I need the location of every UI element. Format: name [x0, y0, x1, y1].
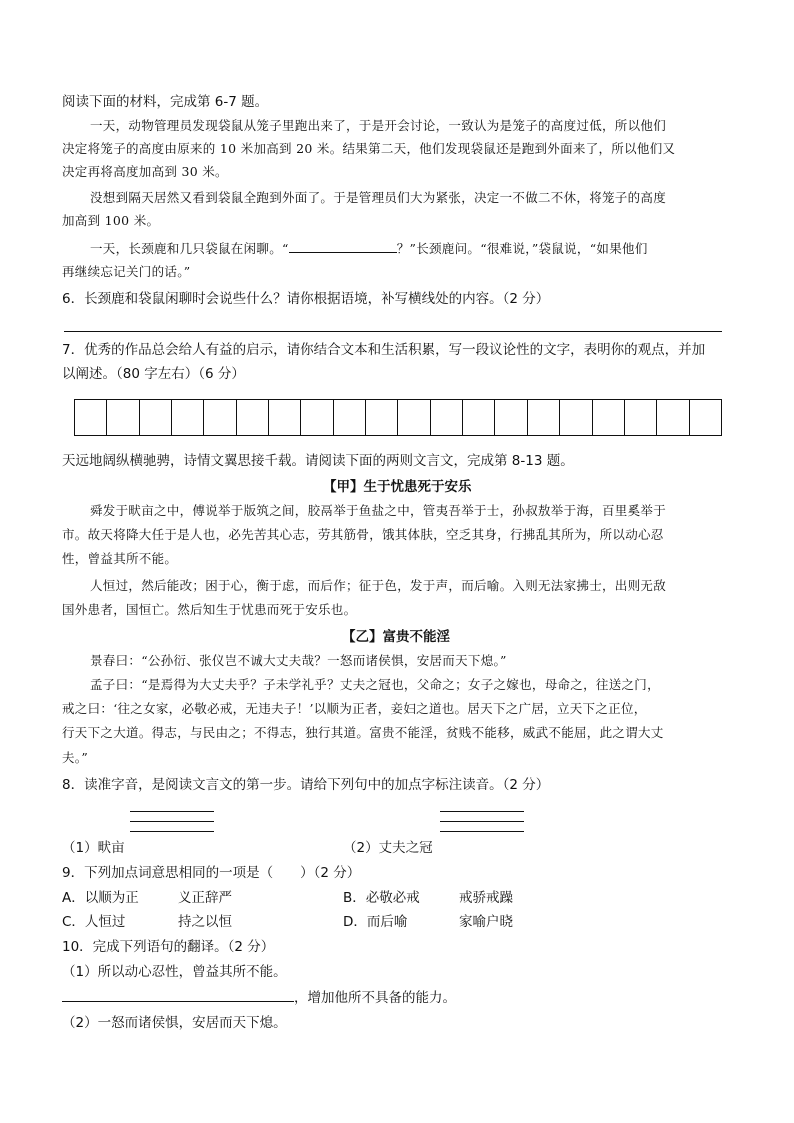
question-7-cont: 以阐述。（80 字左右）（6 分） — [62, 366, 245, 382]
passage-yi-line: 戒之曰：‘往之女家，必敬必戒，无违夫子！’以顺为正者，妾妇之道也。居天下之广居，立天下之正位， — [62, 701, 647, 716]
question-10: 10．完成下列语句的翻译。（2 分） — [62, 939, 275, 955]
question-6: 6．长颈鹿和袋鼠闲聊时会说些什么？请你根据语境，补写横线处的内容。（2 分） — [62, 291, 550, 307]
story-text: ？”长颈鹿问。“很难说，”袋鼠说，“如果他们 — [396, 241, 648, 256]
option-b-pair: 戒骄戒躁 — [459, 890, 513, 906]
passage-yi-line: 夫。” — [62, 750, 89, 765]
option-b[interactable]: B．必敬必戒 — [343, 890, 420, 906]
grid-cell[interactable] — [690, 400, 721, 435]
story-line: 加高到 100 米。 — [62, 213, 160, 228]
option-a[interactable]: A．以顺为正 — [62, 890, 139, 906]
option-a-pair: 义正辞严 — [178, 890, 232, 906]
grid-cell[interactable] — [593, 400, 625, 435]
grid-cell[interactable] — [431, 400, 463, 435]
q8-item-1: （1）畎亩 — [62, 840, 125, 856]
story-line: 决定将笼子的高度由原来的 10 米加高到 20 米。结果第二天，他们发现袋鼠还是跑到外面来了，所以他们又 — [62, 141, 676, 156]
question-8: 8．读准字音，是阅读文言文的第一步。请给下列句中的加点字标注读音。（2 分） — [62, 777, 550, 793]
option-c-pair: 持之以恒 — [178, 914, 232, 930]
fill-blank[interactable] — [289, 238, 397, 253]
passage-jia-line: 舜发于畎亩之中，傅说举于版筑之间，胶鬲举于鱼盐之中，管夷吾举于士，孙叔敖举于海，百里奚举于 — [90, 503, 667, 518]
option-c[interactable]: C．人恒过 — [62, 914, 126, 930]
story-line-with-blank — [90, 238, 648, 259]
q10-answer-line — [62, 987, 456, 1008]
grid-cell[interactable] — [204, 400, 236, 435]
grid-cell[interactable] — [107, 400, 139, 435]
grid-cell[interactable] — [75, 400, 107, 435]
passage-jia-line: 性，曾益其所不能。 — [62, 551, 178, 566]
grid-cell[interactable] — [140, 400, 172, 435]
grid-cell[interactable] — [495, 400, 527, 435]
grid-cell[interactable] — [334, 400, 366, 435]
question-9: 9．下列加点词意思相同的一项是（ ）（2 分） — [62, 865, 361, 881]
option-d-pair: 家喻户晓 — [459, 914, 513, 930]
question-7: 7．优秀的作品总会给人有益的启示，请你结合文本和生活积累，写一段议论性的文字，表明你的观点，并加 — [62, 342, 706, 358]
reading-instruction: 阅读下面的材料，完成第 6-7 题。 — [62, 94, 269, 110]
grid-cell[interactable] — [237, 400, 269, 435]
story-text: 一天，长颈鹿和几只袋鼠在闲聊。“ — [90, 241, 289, 256]
passage-yi-line: 孟子曰：“是焉得为大丈夫乎？子未学礼乎？丈夫之冠也，父命之；女子之嫁也，母命之，往送之门， — [90, 677, 660, 692]
story-line: 一天，动物管理员发现袋鼠从笼子里跑出来了，于是开会讨论，一致认为是笼子的高度过低，所以他们 — [90, 118, 667, 133]
story-line: 没想到隔天居然又看到袋鼠全跑到外面了。于是管理员们大为紧张，决定一不做二不休，将笼子的高度 — [90, 190, 667, 205]
q10-item-1: （1）所以动心忍性，曾益其所不能。 — [62, 964, 287, 980]
grid-cell[interactable] — [269, 400, 301, 435]
answer-line[interactable] — [64, 331, 722, 332]
answer-blank[interactable] — [62, 987, 294, 1002]
story-line: 决定再将高度加高到 30 米。 — [62, 164, 228, 179]
passage-jia-title: 【甲】生于忧患死于安乐 — [323, 479, 472, 495]
pinyin-lines-1[interactable] — [130, 811, 214, 841]
grid-cell[interactable] — [657, 400, 689, 435]
passage-jia-line: 市。故天将降大任于是人也，必先苦其心志，劳其筋骨，饿其体肤，空乏其身，行拂乱其所为，所以动心忍 — [62, 527, 664, 542]
passage-jia-line: 国外患者，国恒亡。然后知生于忧患而死于安乐也。 — [62, 602, 357, 617]
grid-cell[interactable] — [366, 400, 398, 435]
grid-cell[interactable] — [172, 400, 204, 435]
passage-yi-line: 行天下之大道。得志，与民由之；不得志，独行其道。富贵不能淫，贫贱不能移，威武不能屈，此之谓大丈 — [62, 725, 664, 740]
grid-cell[interactable] — [528, 400, 560, 435]
writing-grid[interactable] — [74, 399, 722, 436]
passage-jia-line: 人恒过，然后能改；困于心，衡于虑，而后作；征于色，发于声，而后喻。入则无法家拂士，出则无敌 — [90, 578, 667, 593]
grid-cell[interactable] — [560, 400, 592, 435]
grid-cell[interactable] — [398, 400, 430, 435]
classical-intro: 天远地阔纵横驰骋，诗情文翼思接千载。请阅读下面的两则文言文，完成第 8-13 题。 — [62, 453, 574, 469]
q10-tail: ，增加他所不具备的能力。 — [294, 990, 456, 1006]
passage-yi-title: 【乙】富贵不能淫 — [342, 629, 450, 645]
option-d[interactable]: D．而后喻 — [343, 914, 408, 930]
story-line: 再继续忘记关门的话。” — [62, 264, 191, 279]
grid-cell[interactable] — [625, 400, 657, 435]
q10-item-2: （2）一怒而诸侯惧，安居而天下熄。 — [62, 1015, 287, 1031]
grid-cell[interactable] — [463, 400, 495, 435]
pinyin-lines-2[interactable] — [440, 811, 524, 841]
q8-item-2: （2）丈夫之冠 — [343, 840, 433, 856]
passage-yi-line: 景春曰：“公孙衍、张仪岂不诚大丈夫哉？一怒而诸侯惧，安居而天下熄。” — [90, 653, 507, 668]
grid-cell[interactable] — [301, 400, 333, 435]
